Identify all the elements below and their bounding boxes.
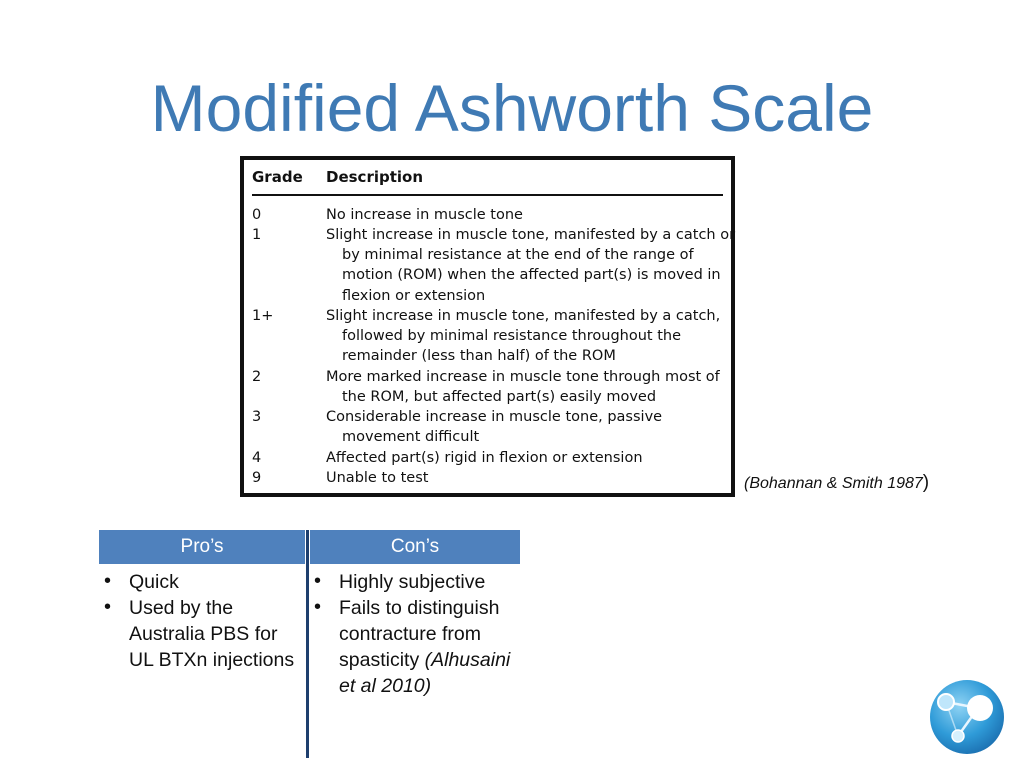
description-line: motion (ROM) when the affected part(s) is moved in [342,267,721,284]
slide-title: Modified Ashworth Scale [150,71,874,145]
cons-header: Con’s [310,530,520,564]
description-line: Unable to test [326,470,429,486]
grade-4: 4 [252,450,262,466]
grade-0: 0 [252,207,262,223]
list-item [314,569,514,595]
description-line: by minimal resistance at the end of the range of [342,247,694,264]
citation-text: (Bohannan & Smith 1987 [744,475,923,492]
description-line: remainder (less than half) of the ROM [342,348,616,365]
description-grade-0 [326,205,724,225]
list-item [314,595,514,699]
description-line: More marked increase in muscle tone through most of [326,369,720,385]
description-line: flexion or extension [342,287,486,304]
ashworth-scale-table [240,156,735,497]
cons-list [314,569,514,699]
network-molecule-icon [928,678,1006,756]
description-grade-9 [326,468,724,488]
bullet-icon: • [104,570,112,592]
list-item [104,569,304,595]
grade-1-plus: 1+ [252,308,274,324]
grade-column-header: Grade [252,168,303,186]
grade-9: 9 [252,470,262,486]
description-line: Slight increase in muscle tone, manifested by a catch or [326,227,736,243]
pros-item-text: Used by the Australia PBS for UL BTXn injections [129,597,295,671]
description-line: movement difficult [342,429,480,446]
description-line: Slight increase in muscle tone, manifested by a catch, [326,308,721,324]
description-line: Affected part(s) rigid in flexion or extension [326,450,643,466]
bullet-icon: • [314,596,322,618]
cons-reference: (Alhusaini et al 2010) [339,649,511,697]
description-grade-3 [326,407,724,447]
description-grade-1-plus [326,306,724,367]
header-rule [252,194,723,196]
description-line: followed by minimal resistance throughout the [342,328,682,345]
cons-item-text: Fails to distinguish contracture from spasticity [339,597,500,671]
description-grade-2 [326,367,724,407]
citation-close-paren: ) [922,472,930,493]
bullet-icon: • [314,570,322,592]
grade-2: 2 [252,369,262,385]
grade-3: 3 [252,409,262,425]
column-divider [306,530,309,758]
bullet-icon: • [104,596,112,618]
description-line: Considerable increase in muscle tone, passive [326,409,663,425]
description-column-header: Description [326,168,424,186]
description-line: the ROM, but affected part(s) easily moved [342,389,657,406]
description-line: No increase in muscle tone [326,207,523,223]
pros-list [104,569,304,673]
description-grade-1 [326,225,736,306]
pros-item-text: Quick [129,571,179,593]
cons-item-text: Highly subjective [339,571,486,593]
list-item [104,595,304,673]
description-grade-4 [326,448,724,468]
citation [744,472,929,494]
grade-1: 1 [252,227,262,243]
pros-header: Pro’s [99,530,305,564]
